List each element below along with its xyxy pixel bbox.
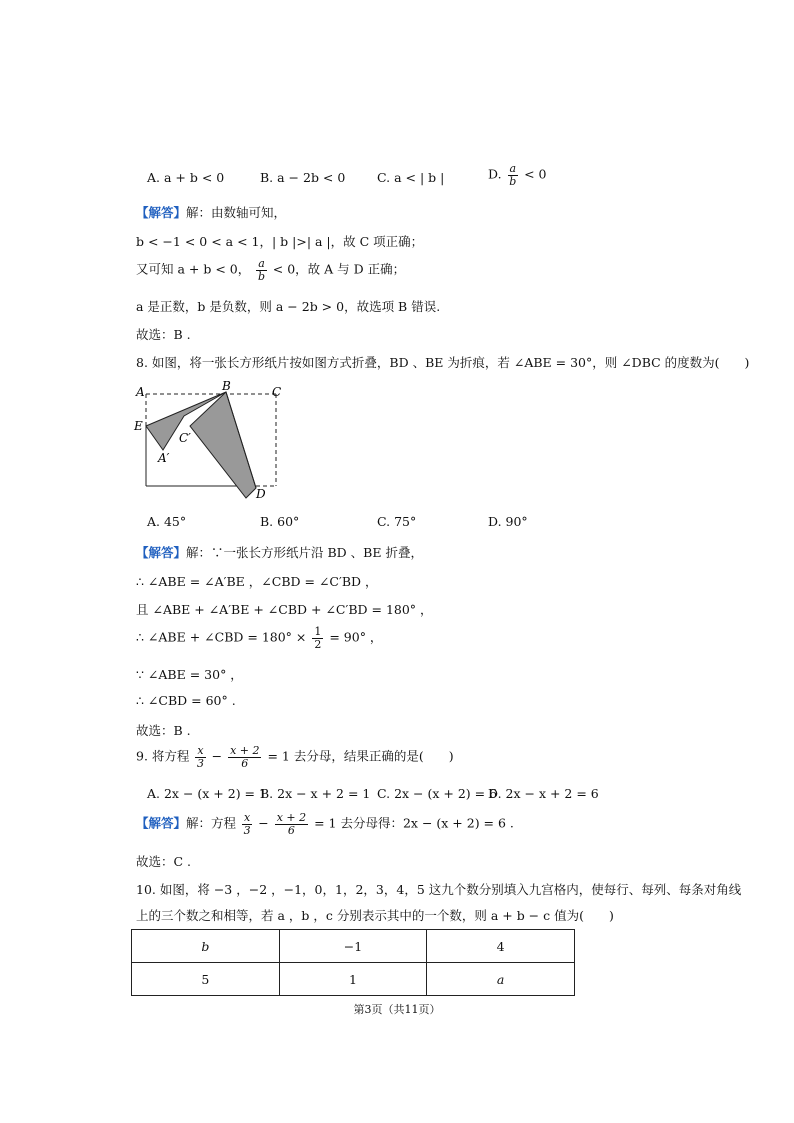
- fraction-denominator: 6: [287, 823, 295, 837]
- fraction-numerator: x: [197, 744, 204, 757]
- q10-stem-line-2: 上的三个数之和相等，若 a ，b ，c 分别表示其中的一个数，则 a + b − c 值为( ): [136, 908, 614, 923]
- line-text: 又可知 a + b < 0，: [136, 261, 251, 277]
- fraction: [195, 745, 205, 769]
- table-cell: b: [132, 930, 280, 963]
- q7-option-d: [488, 163, 547, 187]
- fraction-numerator: a: [258, 257, 265, 270]
- q7-solution-line-3: a 是正数，b 是负数，则 a − 2b > 0，故选项 B 错误.: [136, 299, 441, 314]
- q7-solution-line-2: [136, 258, 405, 282]
- q8-solution-line-3: [136, 626, 382, 650]
- operator: −: [211, 748, 223, 764]
- q7-option-b: B. a − 2b < 0: [260, 170, 346, 185]
- q8-option-a: A. 45°: [147, 514, 187, 529]
- table-cell: 1: [279, 963, 427, 996]
- fraction-denominator: b: [257, 269, 266, 283]
- q10-stem-line-1: 10. 如图，将 −3 ，−2 ，−1，0，1，2，3，4，5 这九个数分别填入九宫格内，使每行、每列、每条对角线: [136, 882, 742, 897]
- q9-answer: 故选：C .: [136, 854, 192, 869]
- q8-solution-line-1: ∴ ∠ABE = ∠A′BE ，∠CBD = ∠C′BD ，: [136, 574, 378, 589]
- table-cell: 4: [427, 930, 575, 963]
- table-cell: −1: [279, 930, 427, 963]
- q7-option-c: C. a < | b |: [377, 170, 445, 185]
- solution-text: 解：由数轴可知，: [186, 205, 287, 220]
- line-text: 9. 将方程: [136, 748, 190, 764]
- fraction-numerator: x + 2: [230, 744, 260, 757]
- q7-option-d-fraction: [508, 163, 519, 187]
- q7-solution-line-1: b < −1 < 0 < a < 1，| b |>| a |，故 C 项正确；: [136, 234, 424, 249]
- q8-folding-figure: [128, 378, 298, 506]
- fraction-numerator: a: [509, 162, 517, 175]
- q8-option-d: D. 90°: [488, 514, 528, 529]
- q8-option-b: B. 60°: [260, 514, 300, 529]
- q7-solution-intro: [136, 203, 286, 221]
- q9-solution: [136, 812, 514, 836]
- table-row: [132, 963, 575, 996]
- q7-answer: 故选：B .: [136, 327, 191, 342]
- label-a: A: [136, 385, 145, 399]
- q9-option-d: D. 2x − x + 2 = 6: [488, 786, 599, 801]
- q9-option-c: C. 2x − (x + 2) = 6: [377, 786, 498, 801]
- fraction: [228, 745, 261, 769]
- fraction-numerator: x: [244, 811, 251, 824]
- folded-flap-right: [190, 392, 256, 498]
- label-c-prime: C′: [179, 431, 191, 445]
- fraction-denominator: 2: [314, 637, 322, 651]
- q9-option-a: A. 2x − (x + 2) = 1: [147, 786, 267, 801]
- fraction-denominator: 3: [197, 756, 204, 770]
- q7-option-a: A. a + b < 0: [147, 170, 225, 185]
- fraction-denominator: 6: [241, 756, 249, 770]
- fraction-numerator: x + 2: [276, 811, 307, 824]
- magic-square-table: [131, 929, 575, 996]
- q7-option-d-rest: < 0: [524, 166, 547, 182]
- label-d: D: [256, 487, 266, 501]
- fraction: [242, 812, 252, 836]
- label-a-prime: A′: [158, 451, 170, 465]
- label-e: E: [134, 419, 143, 433]
- q9-option-b: B. 2x − x + 2 = 1: [260, 786, 371, 801]
- fraction-denominator: b: [509, 174, 517, 188]
- solution-text: 解：∵一张长方形纸片沿 BD 、BE 折叠，: [186, 545, 423, 560]
- line-text: < 0，故 A 与 D 正确；: [272, 261, 406, 277]
- solution-tag: 【解答】: [136, 545, 187, 560]
- q8-option-c: C. 75°: [377, 514, 417, 529]
- operator: −: [258, 815, 269, 831]
- table-cell: a: [427, 963, 575, 996]
- table-cell: 5: [132, 963, 280, 996]
- line-text: = 1 去分母，结果正确的是( ): [267, 748, 454, 764]
- solution-tag: 【解答】: [136, 815, 187, 831]
- line-text: ∴ ∠ABE + ∠CBD = 180° ×: [136, 629, 307, 645]
- q8-solution-line-5: ∴ ∠CBD = 60° .: [136, 693, 236, 708]
- line-text: = 90° ，: [329, 629, 383, 645]
- q7-option-d-label: D.: [488, 166, 502, 182]
- fraction: [312, 626, 323, 650]
- fraction: [256, 258, 267, 282]
- solution-tag: 【解答】: [136, 205, 187, 220]
- fraction-numerator: 1: [314, 625, 322, 638]
- fraction-denominator: 3: [243, 823, 251, 837]
- line-text: = 1 去分母得：2x − (x + 2) = 6 .: [314, 815, 514, 831]
- line-text: 解：方程: [186, 815, 237, 831]
- label-b: B: [222, 379, 231, 393]
- page-footer: 第3页（共11页）: [353, 1003, 441, 1016]
- q8-solution-line-2: 且 ∠ABE + ∠A′BE + ∠CBD + ∠C′BD = 180° ，: [136, 602, 433, 617]
- q8-solution-line-4: ∵ ∠ABE = 30° ，: [136, 667, 243, 682]
- q8-solution-intro: [136, 543, 423, 561]
- table-row: [132, 930, 575, 963]
- q9-stem: [136, 745, 454, 769]
- label-c: C: [272, 385, 282, 399]
- fraction: [275, 812, 308, 836]
- q8-stem: 8. 如图，将一张长方形纸片按如图方式折叠，BD 、BE 为折痕，若 ∠ABE = 30°，则 ∠DBC 的度数为( ): [136, 355, 750, 370]
- q8-answer: 故选：B .: [136, 723, 191, 738]
